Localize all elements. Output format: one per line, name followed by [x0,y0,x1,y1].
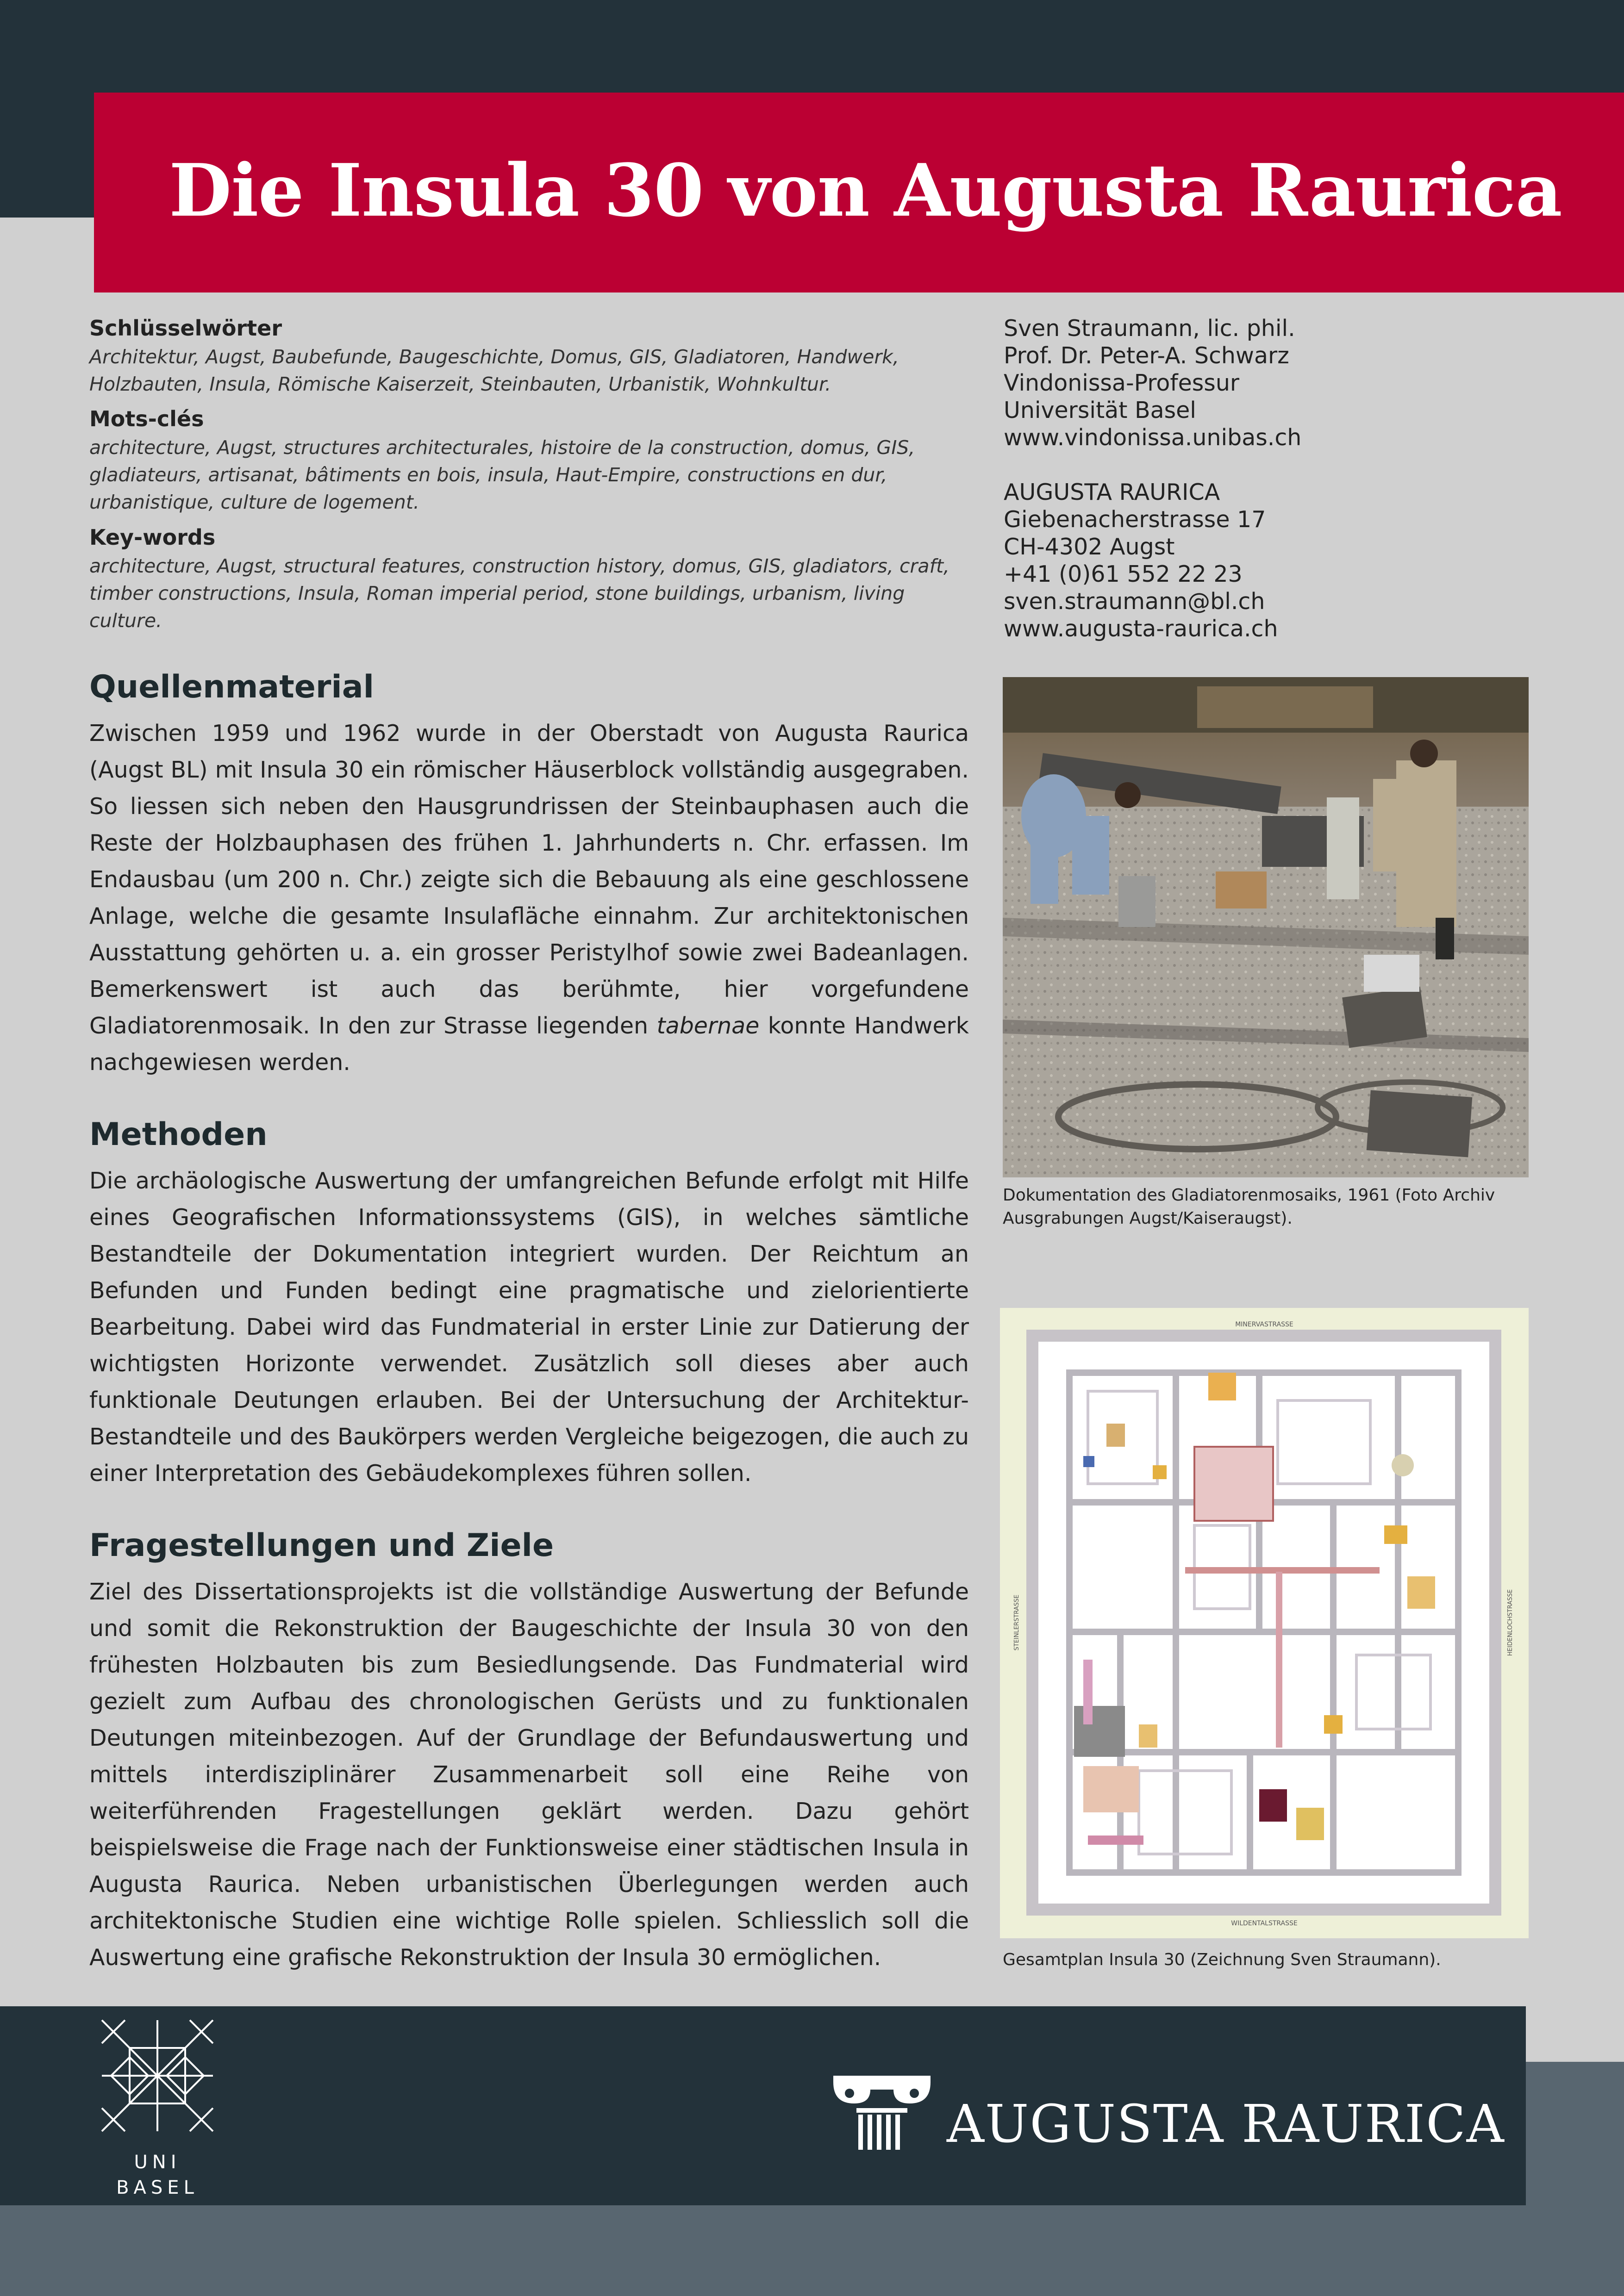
section-text-fragestellungen: Ziel des Dissertationsprojekts ist die vollständige Auswertung der Befunde und somit die Rekonstruktion der Baugeschichte der Insula 30 von den frühesten Holzbauten bis zum Besiedlungsende. Das Fundmaterial wird gezielt zum Aufbau des chronologischen Gerüsts und zu funktionalen Deutungen miteinbezogen. Auf der Grundlage der Befundauswertung und mittels interdisziplinärer Zusammenarbeit soll eine Reihe von weiterführenden Fragestellungen geklärt werden. Dazu gehört beispielsweise die Frage nach der Funktionsweise einer städtischen Insula in Augusta Raurica. Neben urbanistischen Überlegungen werden auch architektonische Studien eine wichtige Rolle spielen. Schliesslich soll die Auswertung eine grafische Rekonstruktion der Insula 30 ermöglichen. [89,1579,969,1971]
plan-label-east: HEIDENLOCHSTRASSE [1507,1589,1514,1656]
keywords-de-text: Architektur, Augst, Baubefunde, Baugeschichte, Domus, GIS, Gladiatoren, Handwerk, Holzbauten, Insula, Römische Kaiserzeit, Steinbauten, Urbanistik, Wohnkultur. [89,346,899,395]
plan-label-west: STEINLERSTRASSE [1013,1594,1020,1651]
contact-email[interactable]: sven.straumann@bl.ch [1004,588,1265,615]
keywords-fr-heading: Mots-clés [89,406,204,431]
contact-line: Vindonissa-Professur [1004,370,1240,396]
page-title: Die Insula 30 von Augusta Raurica [169,148,1562,233]
section-text-quellenmaterial [89,715,969,1081]
contact-line: Prof. Dr. Peter-A. Schwarz [1004,342,1289,369]
contact-link[interactable]: www.augusta-raurica.ch [1004,616,1278,642]
uni-logo-line2: BASEL [116,2177,199,2198]
keywords-de-heading: Schlüsselwörter [89,316,282,341]
contact-line: CH-4302 Augst [1004,534,1175,560]
keywords-en-text: architecture, Augst, structural features, construction history, domus, GIS, gladiators, craft, timber constructions, Insula, Roman imperial period, stone buildings, urbanism, living culture. [89,555,950,632]
footer-bottom-band [0,2205,1624,2296]
text-part: konnte Handwerk nachgewiesen werden. [89,1013,969,1076]
contact-line: Universität Basel [1004,397,1196,423]
contact-line: AUGUSTA RAURICA [1004,479,1220,505]
augusta-raurica-wordmark: AUGUSTA RAURICA [947,2094,1505,2154]
uni-logo-line1: UNI [134,2152,181,2173]
section-text-methoden: Die archäologische Auswertung der umfangreichen Befunde erfolgt mit Hilfe eines Geografischen Informationssystems (GIS), in welches sämtliche Bestandteile der Dokumentation integriert wurden. Der Reichtum an Befunden und Funden bedingt eine pragmatische und zielorientierte Bearbeitung. Dabei wird das Fundmaterial in erster Linie zur Datierung der wichtigsten Horizonte verwendet. Zusätzlich soll dieses aber auch funktionale Deutungen erlauben. Bei der Untersuchung der Architektur-Bestandteile und des Baukörpers werden Vergleiche beigezogen, die auch zu einer Interpretation des Gebäudekomplexes führen sollen. [89,1168,969,1487]
section-heading-methoden: Methoden [89,1116,268,1153]
text-part: Zwischen 1959 und 1962 wurde in der Oberstadt von Augusta Raurica (Augst BL) mit Insula 30 ein römischer Häuserblock vollständig ausgegraben. So liessen sich neben den Hausgrundrissen der Steinbauphasen auch die Reste der Holzbauphasen des frühen 1. Jahrhunderts n. Chr. erfassen. Im Endausbau (um 200 n. Chr.) zeigte sich die Bebauung als eine geschlossene Anlage, welche die gesamte Insulafläche einnahm. Zur architektonischen Ausstattung gehörten u. a. ein grosser Peristylhof sowie zwei Badeanlagen. Bemerkenswert ist auch das berühmte, hier vorgefundene Gladiatorenmosaik. In den zur Strasse liegenden [89,720,969,1039]
text-emphasis: tabernae [656,1013,760,1039]
plan-label-south: WILDENTALSTRASSE [1231,1920,1298,1927]
contact-block [1004,315,1559,642]
photo-caption: Dokumentation des Gladiatorenmosaiks, 1961 (Foto Archiv Ausgrabungen Augst/Kaiseraugst). [1003,1186,1495,1228]
contact-line: +41 (0)61 552 22 23 [1004,561,1243,587]
plan-label-north: MINERVASTRASSE [1235,1321,1293,1328]
contact-line: Sven Straumann, lic. phil. [1004,315,1295,342]
keywords-fr-text: architecture, Augst, structures architecturales, histoire de la construction, domus, GIS, gladiateurs, artisanat, bâtiments en bois, insula, Haut-Empire, constructions en dur, urbanistique, culture de logement. [89,436,915,513]
column-capital-icon [829,2066,935,2154]
contact-line: Giebenacherstrasse 17 [1004,506,1266,533]
section-heading-quellenmaterial: Quellenmaterial [89,669,374,705]
uni-basel-logo [83,2011,231,2205]
contact-link[interactable]: www.vindonissa.unibas.ch [1004,424,1302,451]
contact-spacer [1004,451,1559,479]
section-heading-fragestellungen: Fragestellungen und Ziele [89,1527,554,1564]
site-plan [1000,1308,1529,1938]
keywords-en-heading: Key-words [89,525,216,550]
excavation-photo [1003,677,1529,1177]
plan-caption: Gesamtplan Insula 30 (Zeichnung Sven Straumann). [1003,1950,1441,1969]
